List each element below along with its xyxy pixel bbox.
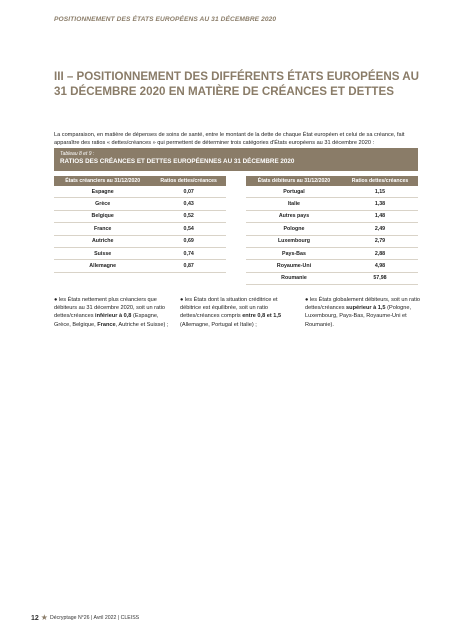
table-title: RATIOS DES CRÉANCES ET DETTES EUROPÉENNES AU 31 DÉCEMBRE 2020 xyxy=(60,158,295,165)
bullet-text: (Espagne, Grèce, Belgique, xyxy=(54,313,159,328)
bullet-emphasis: inférieur à 0,8 xyxy=(95,313,132,320)
table-row xyxy=(54,210,226,222)
ratio-cell: 4,98 xyxy=(342,260,418,272)
creditors-table xyxy=(54,176,226,273)
ratio-cell: 2,88 xyxy=(342,247,418,259)
state-cell: Roumanie xyxy=(246,272,342,284)
creditors-col-ratio: Ratios dettes/créances xyxy=(151,176,226,186)
ratio-cell: 2,79 xyxy=(342,235,418,247)
bullet-emphasis: France xyxy=(97,321,116,328)
section-title xyxy=(54,70,424,99)
star-logo-icon: ★ xyxy=(40,613,48,622)
ratio-cell: 1,38 xyxy=(342,198,418,210)
state-cell: Suisse xyxy=(54,247,151,259)
debtors-col-state: États débiteurs au 31/12/2020 xyxy=(246,176,342,186)
state-cell: Italie xyxy=(246,198,342,210)
table-row xyxy=(54,198,226,210)
intro-paragraph: La comparaison, en matière de dépenses de soins de santé, entre le montant de la dette de chaque État européen et celui de sa créance, fait apparaître des ratios « dettes/créances » qui permettent de déterminer trois catégories d'États européens au 31 décembre 2020 : xyxy=(54,131,405,146)
page-number: 12 xyxy=(31,614,39,622)
bullet-balanced xyxy=(180,296,296,329)
ratio-cell: 0,43 xyxy=(151,198,226,210)
table-row xyxy=(246,223,418,235)
ratio-cell: 2,49 xyxy=(342,223,418,235)
table-row xyxy=(54,223,226,235)
table-row xyxy=(246,247,418,259)
table-row xyxy=(246,260,418,272)
state-cell: Luxembourg xyxy=(246,235,342,247)
table-row xyxy=(246,235,418,247)
ratio-cell: 1,15 xyxy=(342,186,418,198)
table-row xyxy=(54,247,226,259)
state-cell: Pays-Bas xyxy=(246,247,342,259)
bullet-debtors xyxy=(305,296,421,329)
debtors-table xyxy=(246,176,418,285)
publication-info: Décryptage N°26 | Avril 2022 | CLEISS xyxy=(49,615,140,621)
table-banner xyxy=(54,148,418,171)
state-cell: Royaume-Uni xyxy=(246,260,342,272)
bullet-text: ● les États globalement débiteurs, soit un ratio dettes/créances xyxy=(305,297,421,312)
state-cell: Grèce xyxy=(54,198,151,210)
page-footer xyxy=(31,614,139,622)
table-row xyxy=(246,186,418,198)
ratio-cell: 1,48 xyxy=(342,210,418,222)
ratio-cell: 0,52 xyxy=(151,210,226,222)
ratio-cell: 0,54 xyxy=(151,223,226,235)
debtors-col-ratio: Ratios dettes/créances xyxy=(342,176,418,186)
state-cell: France xyxy=(54,223,151,235)
bullet-creditors xyxy=(54,296,170,329)
section-title-line1: III – POSITIONNEMENT DES DIFFÉRENTS ÉTATS EUROPÉENS AU xyxy=(54,70,420,83)
table-caption: Tableau 8 et 9 : xyxy=(60,151,95,157)
table-row xyxy=(54,260,226,272)
debtors-header-row xyxy=(246,176,418,186)
ratio-cell: 0,87 xyxy=(151,260,226,272)
state-cell: Espagne xyxy=(54,186,151,198)
table-row xyxy=(246,198,418,210)
state-cell: Pologne xyxy=(246,223,342,235)
bullet-text: , Autriche et Suisse) ; xyxy=(115,321,169,328)
ratio-cell: 57,98 xyxy=(342,272,418,284)
bullet-text: (Pologne, Luxembourg, Pays-Bas, Royaume-Uni et Roumanie). xyxy=(305,305,412,328)
state-cell: Allemagne xyxy=(54,260,151,272)
ratio-cell: 0,74 xyxy=(151,247,226,259)
ratio-cell: 0,69 xyxy=(151,235,226,247)
running-header: POSITIONNEMENT DES ÉTATS EUROPÉENS AU 31 DÉCEMBRE 2020 xyxy=(54,16,277,23)
creditors-header-row xyxy=(54,176,226,186)
bullet-text: ● les États dont la situation créditrice et débitrice est équilibrée, soit un ratio dettes/créances compris xyxy=(180,297,278,320)
bullet-text: ● les États nettement plus créanciers que débiteurs au 31 décembre 2020, soit un ratio dettes/créances xyxy=(54,297,166,320)
bullet-text: (Allemagne, Portugal et Italie) ; xyxy=(180,321,257,328)
bullet-emphasis: supérieur à 1,5 xyxy=(346,305,386,312)
table-row xyxy=(246,272,418,284)
state-cell: Autres pays xyxy=(246,210,342,222)
ratio-cell: 0,07 xyxy=(151,186,226,198)
bullet-emphasis: entre 0,8 et 1,5 xyxy=(242,313,282,320)
state-cell: Portugal xyxy=(246,186,342,198)
state-cell: Autriche xyxy=(54,235,151,247)
table-row xyxy=(54,235,226,247)
state-cell: Belgique xyxy=(54,210,151,222)
creditors-col-state: États créanciers au 31/12/2020 xyxy=(54,176,151,186)
table-row xyxy=(54,186,226,198)
table-row xyxy=(246,210,418,222)
section-title-line2: 31 DÉCEMBRE 2020 EN MATIÈRE DE CRÉANCES ET DETTES xyxy=(54,84,394,98)
